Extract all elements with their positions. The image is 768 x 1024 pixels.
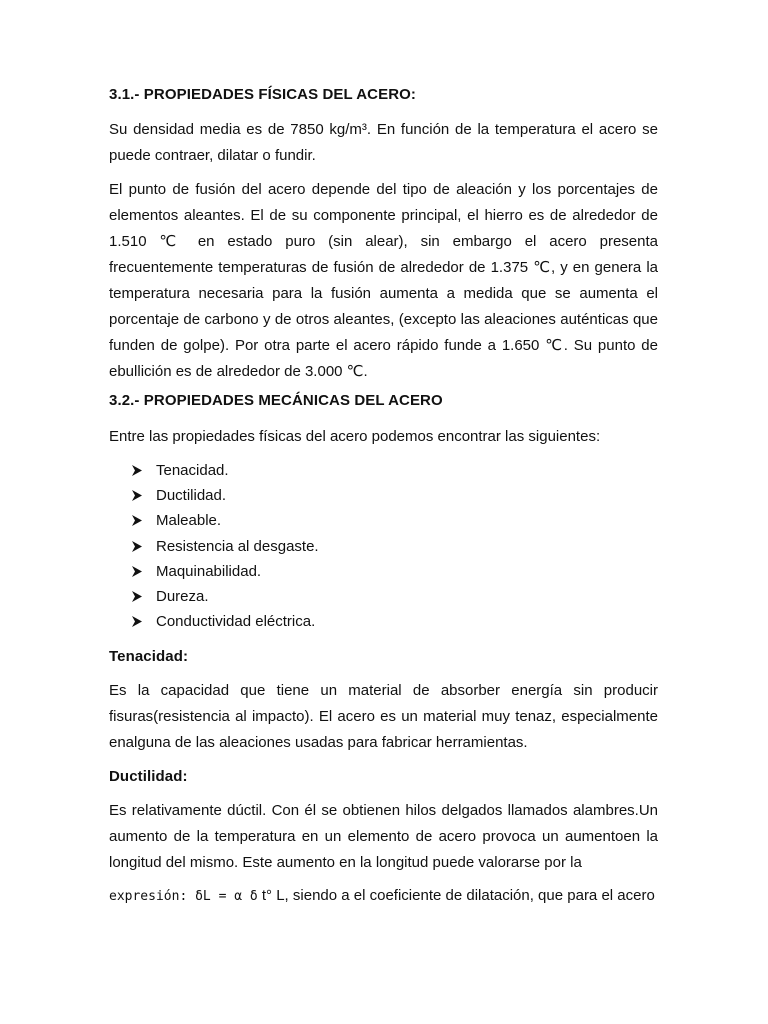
arrowhead-bullet-icon [132, 465, 156, 476]
list-item [132, 458, 319, 483]
list-item [132, 483, 319, 508]
formula-continuation: t° L, siendo a el coeficiente de dilatación, que para el acero [257, 887, 655, 904]
list-item-label: Resistencia al desgaste. [156, 537, 319, 555]
arrowhead-bullet-icon [132, 616, 156, 627]
formula-text: expresión: δL = α δ [109, 889, 258, 904]
arrowhead-bullet-icon [132, 490, 156, 501]
properties-intro: Entre las propiedades físicas del acero podemos encontrar las siguientes: [109, 428, 601, 445]
ductility-heading: Ductilidad: [109, 768, 188, 785]
tenacity-heading: Tenacidad: [109, 648, 189, 665]
expansion-formula-line [109, 883, 669, 910]
list-item-label: Dureza. [156, 587, 209, 605]
list-item [132, 559, 319, 584]
list-item [132, 609, 319, 634]
ductility-paragraph: Es relativamente dúctil. Con él se obtienen hilos delgados llamados alambres.Un aumento de la temperatura en un elemento de acero provoca un aumentoen la longitud del mismo. Este aumento en la longitud puede valorarse por la [109, 802, 658, 871]
list-item [132, 584, 319, 609]
arrowhead-bullet-icon [132, 591, 156, 602]
arrowhead-bullet-icon [132, 541, 156, 552]
density-paragraph: Su densidad media es de 7850 kg/m³. En función de la temperatura el acero se puede contraer, dilatar o fundir. [109, 121, 658, 164]
list-item-label: Ductilidad. [156, 487, 227, 505]
list-item-label: Conductividad eléctrica. [156, 613, 316, 631]
list-item-label: Tenacidad. [156, 462, 229, 479]
tenacity-paragraph: Es la capacidad que tiene un material de absorber energía sin producir fisuras(resistencia al impacto). El acero es un material muy tenaz, especialmente enalguna de las aleaciones usadas para fabricar herramientas. [109, 682, 658, 751]
properties-list [132, 458, 319, 634]
list-item [132, 508, 319, 533]
arrowhead-bullet-icon [132, 566, 156, 577]
list-item [132, 534, 319, 559]
section-3-2-title: 3.2.- PROPIEDADES MECÁNICAS DEL ACERO [109, 392, 443, 409]
section-3-1-title: 3.1.- PROPIEDADES FÍSICAS DEL ACERO: [109, 86, 416, 103]
arrowhead-bullet-icon [132, 515, 156, 526]
melting-point-paragraph: El punto de fusión del acero depende del tipo de aleación y los porcentajes de elementos aleantes. El de su componente principal, el hierro es de alrededor de 1.510 ℃ en estado puro (sin alear), sin embargo el acero presenta frecuentemente temperaturas de fusión de alrededor de 1.375 ℃, y en genera la temperatura necesaria para la fusión aumenta a medida que se aumenta el porcentaje de carbono y de otros aleantes, (excepto las aleaciones auténticas que funden de golpe). Por otra parte el acero rápido funde a 1.650 ℃. Su punto de ebullición es de alrededor de 3.000 ℃. [109, 181, 658, 380]
list-item-label: Maleable. [156, 512, 222, 530]
list-item-label: Maquinabilidad. [156, 562, 262, 580]
